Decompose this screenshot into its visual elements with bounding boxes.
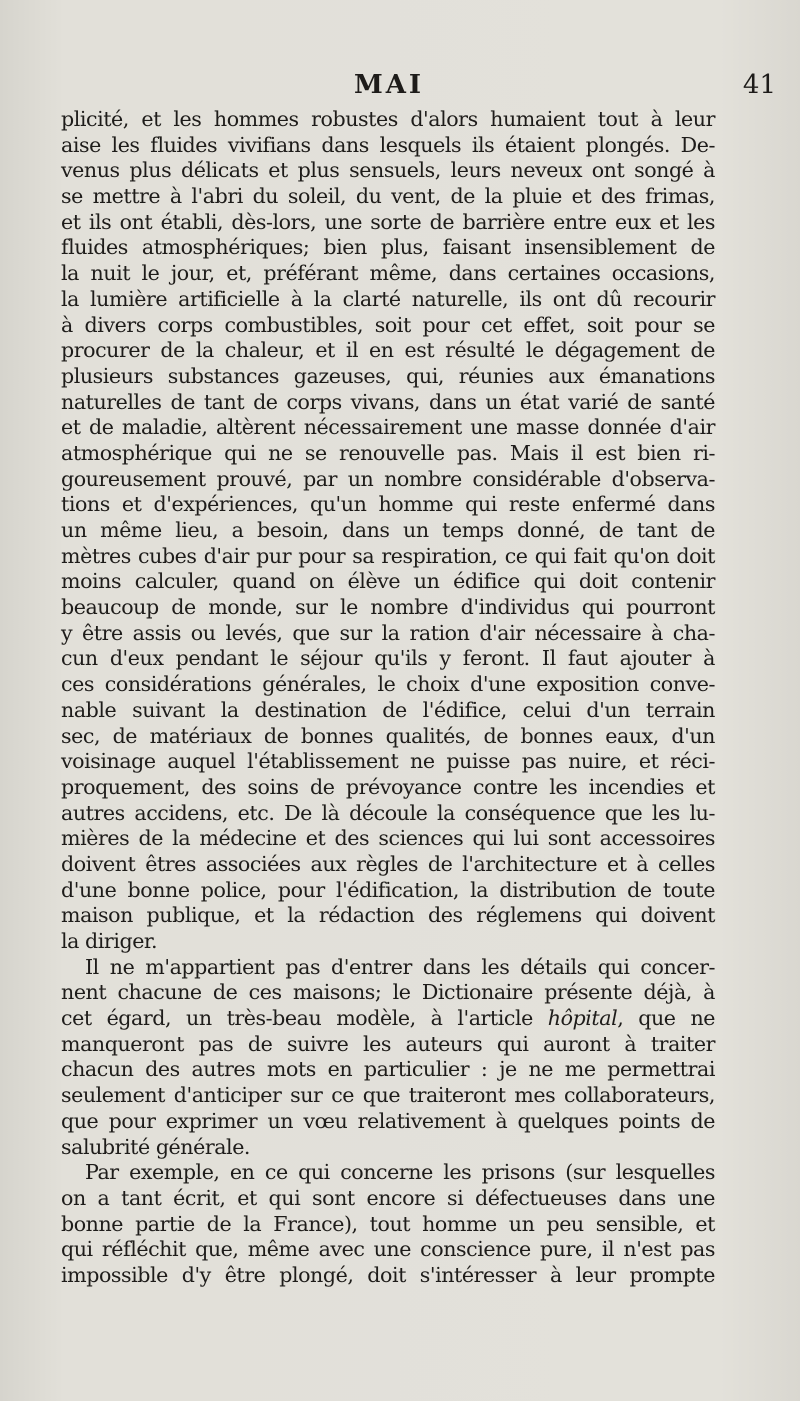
text-line: salubrité générale. <box>61 1134 251 1159</box>
text-line-with-italic <box>61 1006 715 1032</box>
running-title: MAI <box>353 70 425 100</box>
text-line: maison publique, et la rédaction des réglemens qui doivent <box>61 903 715 928</box>
text-line: la nuit le jour, et, préférant même, dans certaines occasions, <box>61 261 715 286</box>
text-line: nent chacune de ces maisons; le Dictionaire présente déjà, à <box>61 980 715 1005</box>
body-text <box>61 107 715 1289</box>
text-line: voisinage auquel l'établissement ne puisse pas nuire, et réci- <box>61 749 715 774</box>
text-line: tions et d'expériences, qu'un homme qui reste enfermé dans <box>61 492 715 517</box>
italic-term-hopital: hôpital <box>547 1006 618 1031</box>
text-line: manqueront pas de suivre les auteurs qui auront à traiter <box>61 1031 715 1056</box>
page-number: 41 <box>742 70 776 100</box>
text-line: mières de la médecine et des sciences qui lui sont accessoires <box>61 826 715 851</box>
text-fragment: cet égard, un très-beau modèle, à l'article <box>61 1006 533 1031</box>
text-line: impossible d'y être plongé, doit s'intéresser à leur prompte <box>61 1262 715 1287</box>
text-line: naturelles de tant de corps vivans, dans un état varié de santé <box>61 389 715 414</box>
text-line: aise les fluides vivifians dans lesquels ils étaient plongés. De- <box>61 132 715 157</box>
text-line: qui réfléchit que, même avec une conscience pure, il n'est pas <box>61 1237 715 1262</box>
text-line: nable suivant la destination de l'édifice, celui d'un terrain <box>61 697 715 722</box>
text-line: la lumière artificielle à la clarté naturelle, ils ont dû recourir <box>61 286 715 311</box>
text-line: se mettre à l'abri du soleil, du vent, de la pluie et des frimas, <box>61 184 715 209</box>
text-line: on a tant écrit, et qui sont encore si défectueuses dans une <box>61 1185 715 1210</box>
text-line: beaucoup de monde, sur le nombre d'individus qui pourront <box>61 595 715 620</box>
text-line: chacun des autres mots en particulier : je ne me permettrai <box>61 1057 715 1082</box>
text-line: procurer de la chaleur, et il en est résulté le dégagement de <box>61 338 715 363</box>
text-line: cun d'eux pendant le séjour qu'ils y feront. Il faut ajouter à <box>61 646 715 671</box>
text-line: la diriger. <box>61 929 158 953</box>
text-line: et ils ont établi, dès-lors, une sorte de barrière entre eux et les <box>61 209 715 234</box>
text-line: d'une bonne police, pour l'édification, la distribution de toute <box>61 877 715 902</box>
text-fragment: , que ne <box>617 1006 715 1031</box>
text-line: mètres cubes d'air pur pour sa respiration, ce qui fait qu'on doit <box>61 543 715 568</box>
text-line: sec, de matériaux de bonnes qualités, de bonnes eaux, d'un <box>61 723 715 748</box>
text-line: ces considérations générales, le choix d'une exposition conve- <box>61 672 715 697</box>
text-line: proquement, des soins de prévoyance contre les incendies et <box>61 774 715 799</box>
text-line: moins calculer, quand on élève un édifice qui doit contenir <box>61 569 715 594</box>
text-line: un même lieu, a besoin, dans un temps donné, de tant de <box>61 518 715 542</box>
text-line: à divers corps combustibles, soit pour cet effet, soit pour se <box>61 312 715 337</box>
text-line: fluides atmosphériques; bien plus, faisant insensiblement de <box>61 235 715 260</box>
text-line: venus plus délicats et plus sensuels, leurs neveux ont songé à <box>61 158 715 183</box>
running-head <box>62 70 776 110</box>
text-line: et de maladie, altèrent nécessairement une masse donnée d'air <box>61 415 715 440</box>
text-line: Par exemple, en ce qui concerne les prisons (sur lesquelles <box>85 1160 715 1185</box>
text-line: y être assis ou levés, que sur la ration d'air nécessaire à cha- <box>61 620 715 645</box>
text-line: goureusement prouvé, par un nombre considérable d'observa- <box>61 466 715 491</box>
text-line: plicité, et les hommes robustes d'alors humaient tout à leur <box>61 107 715 131</box>
text-line: atmosphérique qui ne se renouvelle pas. Mais il est bien ri- <box>61 440 715 465</box>
text-line: doivent êtres associées aux règles de l'architecture et à celles <box>61 851 715 876</box>
text-line: seulement d'anticiper sur ce que traiteront mes collaborateurs, <box>61 1083 715 1108</box>
text-line: autres accidens, etc. De là découle la conséquence que les lu- <box>61 800 715 825</box>
text-line: Il ne m'appartient pas d'entrer dans les détails qui concer- <box>85 954 715 979</box>
text-line: bonne partie de la France), tout homme un peu sensible, et <box>61 1211 715 1236</box>
text-line: que pour exprimer un vœu relativement à quelques points de <box>61 1108 715 1133</box>
text-line: plusieurs substances gazeuses, qui, réunies aux émanations <box>61 363 715 388</box>
